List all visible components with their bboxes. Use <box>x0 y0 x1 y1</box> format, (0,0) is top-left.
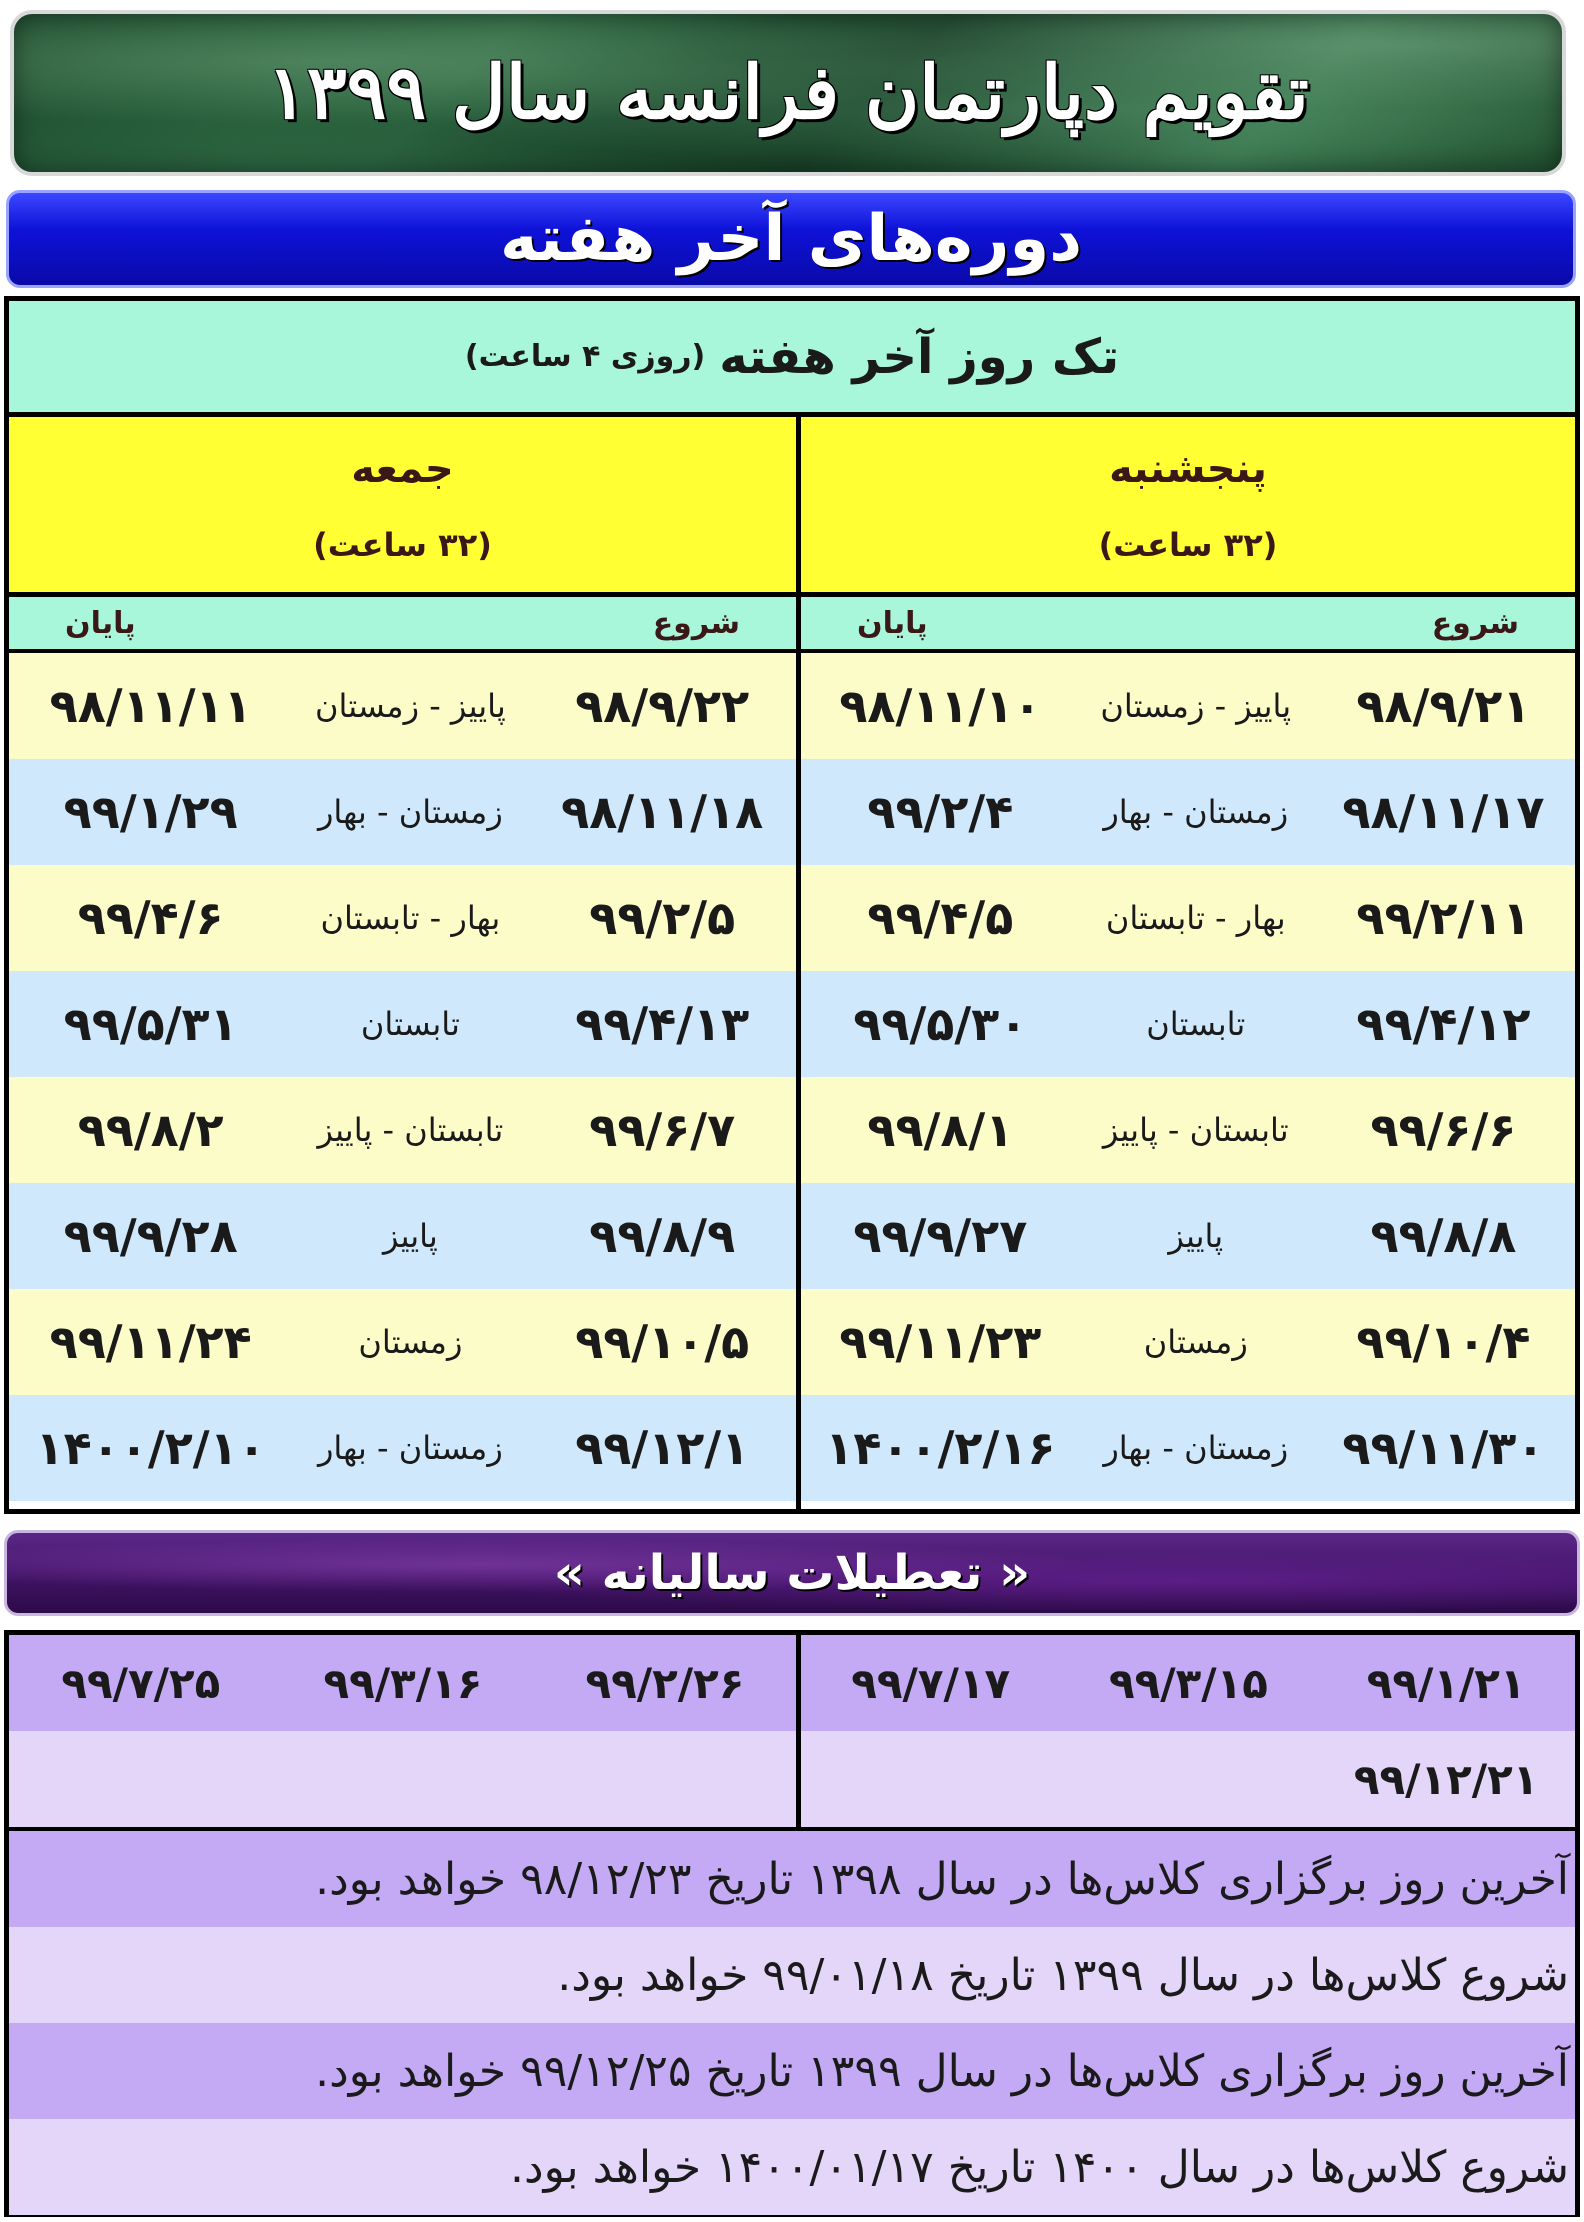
notes-list <box>9 1831 1575 2215</box>
end-date: ۹۹/۸/۲ <box>77 1103 224 1157</box>
weekend-table <box>4 296 1580 1514</box>
season: تابستان <box>360 1005 460 1043</box>
end-date: ۹۸/۱۱/۱۱ <box>49 679 252 733</box>
weekend-heading-text: تک روز آخر هفته <box>719 328 1120 385</box>
end-date: ۹۹/۱۱/۲۴ <box>49 1315 252 1369</box>
table-row <box>801 865 1575 971</box>
start-date: ۹۹/۱۱/۳۰ <box>1342 1421 1545 1475</box>
note-item: آخرین روز برگزاری کلاس‌ها در سال ۱۳۹۹ تاریخ ۹۹/۱۲/۲۵ خواهد بود. <box>9 2023 1575 2119</box>
end-date: ۹۹/۲/۴ <box>867 785 1014 839</box>
friday-column <box>9 417 801 1509</box>
end-date: ۹۹/۱۱/۲۳ <box>839 1315 1042 1369</box>
day-name: جمعه <box>351 445 454 492</box>
start-date: ۹۹/۴/۱۳ <box>575 997 750 1051</box>
start-date: ۹۹/۸/۸ <box>1370 1209 1517 1263</box>
start-label: شروع <box>1431 605 1519 641</box>
holiday-column-right <box>801 1635 1575 1826</box>
friday-header <box>9 417 796 597</box>
holiday-date: ۹۹/۳/۱۶ <box>323 1658 483 1708</box>
holiday-date: ۹۹/۷/۲۵ <box>61 1658 221 1708</box>
holiday-date: ۹۹/۳/۱۵ <box>1108 1658 1268 1708</box>
season: بهار - تابستان <box>1105 899 1286 937</box>
day-name: پنجشنبه <box>1109 445 1267 492</box>
season: تابستان - پاییز <box>1102 1111 1289 1149</box>
holidays-table <box>4 1630 1580 2217</box>
season: زمستان - بهار <box>317 1429 503 1467</box>
season: زمستان - بهار <box>1103 793 1289 831</box>
start-date: ۹۸/۹/۲۲ <box>575 679 750 733</box>
season: پاییز <box>382 1217 438 1255</box>
table-row <box>801 1289 1575 1395</box>
start-date: ۹۸/۱۱/۱۸ <box>561 785 764 839</box>
season: تابستان - پاییز <box>317 1111 504 1149</box>
end-date: ۹۹/۵/۳۰ <box>853 997 1028 1051</box>
end-date: ۹۹/۱/۲۹ <box>63 785 238 839</box>
table-row <box>801 1635 1575 1731</box>
weekend-table-heading <box>9 301 1575 417</box>
end-date: ۱۴۰۰/۲/۱۶ <box>825 1421 1056 1475</box>
holidays-banner <box>4 1530 1580 1616</box>
start-end-header <box>801 597 1575 653</box>
season: پاییز <box>1168 1217 1224 1255</box>
season: پاییز - زمستان <box>314 687 506 725</box>
start-end-header <box>9 597 796 653</box>
start-date: ۹۸/۹/۲۱ <box>1356 679 1531 733</box>
subtitle-banner <box>6 190 1576 288</box>
table-row <box>9 1635 796 1731</box>
season: بهار - تابستان <box>320 899 501 937</box>
end-label: پایان <box>65 605 136 641</box>
end-date: ۱۴۰۰/۲/۱۰ <box>35 1421 266 1475</box>
holidays-title: « تعطیلات سالیانه » <box>553 1545 1031 1601</box>
start-date: ۹۹/۲/۱۱ <box>1356 891 1531 945</box>
page-subtitle: دوره‌های آخر هفته <box>499 202 1083 276</box>
day-hours: (۳۲ ساعت) <box>1098 525 1278 564</box>
table-row <box>9 1731 796 1827</box>
note-item: شروع کلاس‌ها در سال ۱۳۹۹ تاریخ ۹۹/۰۱/۱۸ خواهد بود. <box>9 1927 1575 2023</box>
holiday-date: ۹۹/۷/۱۷ <box>851 1658 1011 1708</box>
note-item: آخرین روز برگزاری کلاس‌ها در سال ۱۳۹۸ تاریخ ۹۸/۱۲/۲۳ خواهد بود. <box>9 1831 1575 1927</box>
weekend-heading-note: (روزی ۴ ساعت) <box>464 339 706 374</box>
title-banner <box>10 10 1566 176</box>
table-row <box>801 1077 1575 1183</box>
table-row <box>9 1289 796 1395</box>
table-row <box>9 1395 796 1501</box>
table-row <box>801 971 1575 1077</box>
holiday-date: ۹۹/۱۲/۲۱ <box>1353 1754 1539 1804</box>
end-date: ۹۹/۹/۲۸ <box>63 1209 238 1263</box>
start-label: شروع <box>652 605 740 641</box>
table-row <box>9 759 796 865</box>
season: پاییز - زمستان <box>1100 687 1292 725</box>
table-row <box>801 1395 1575 1501</box>
start-date: ۹۹/۸/۹ <box>589 1209 736 1263</box>
thursday-header <box>801 417 1575 597</box>
season: تابستان <box>1146 1005 1246 1043</box>
season: زمستان - بهار <box>317 793 503 831</box>
season: زمستان <box>358 1323 463 1361</box>
start-date: ۹۹/۲/۵ <box>589 891 736 945</box>
start-date: ۹۹/۴/۱۲ <box>1356 997 1531 1051</box>
table-row <box>9 865 796 971</box>
end-label: پایان <box>857 605 928 641</box>
thursday-column <box>801 417 1575 1509</box>
holiday-dates <box>9 1635 1575 1831</box>
holiday-column-left <box>9 1635 801 1826</box>
table-row <box>801 1731 1575 1827</box>
season: زمستان - بهار <box>1103 1429 1289 1467</box>
table-row <box>9 653 796 759</box>
table-row <box>9 1183 796 1289</box>
table-row <box>801 759 1575 865</box>
table-row <box>9 1077 796 1183</box>
start-date: ۹۹/۶/۶ <box>1370 1103 1517 1157</box>
start-date: ۹۹/۶/۷ <box>589 1103 736 1157</box>
end-date: ۹۸/۱۱/۱۰ <box>839 679 1042 733</box>
table-row <box>801 653 1575 759</box>
holiday-date: ۹۹/۱/۲۱ <box>1366 1658 1526 1708</box>
table-row <box>801 1183 1575 1289</box>
start-date: ۹۸/۱۱/۱۷ <box>1342 785 1545 839</box>
start-date: ۹۹/۱۰/۵ <box>575 1315 750 1369</box>
table-row <box>9 971 796 1077</box>
holiday-date: ۹۹/۲/۲۶ <box>585 1658 745 1708</box>
end-date: ۹۹/۴/۶ <box>77 891 224 945</box>
end-date: ۹۹/۵/۳۱ <box>63 997 238 1051</box>
end-date: ۹۹/۹/۲۷ <box>853 1209 1028 1263</box>
end-date: ۹۹/۸/۱ <box>867 1103 1014 1157</box>
season: زمستان <box>1143 1323 1248 1361</box>
page-title: تقویم دپارتمان فرانسه سال ۱۳۹۹ <box>267 50 1309 136</box>
day-hours: (۳۲ ساعت) <box>313 525 492 564</box>
end-date: ۹۹/۴/۵ <box>867 891 1014 945</box>
start-date: ۹۹/۱۰/۴ <box>1356 1315 1531 1369</box>
start-date: ۹۹/۱۲/۱ <box>575 1421 750 1475</box>
note-item: شروع کلاس‌ها در سال ۱۴۰۰ تاریخ ۱۴۰۰/۰۱/۱۷ خواهد بود. <box>9 2119 1575 2215</box>
